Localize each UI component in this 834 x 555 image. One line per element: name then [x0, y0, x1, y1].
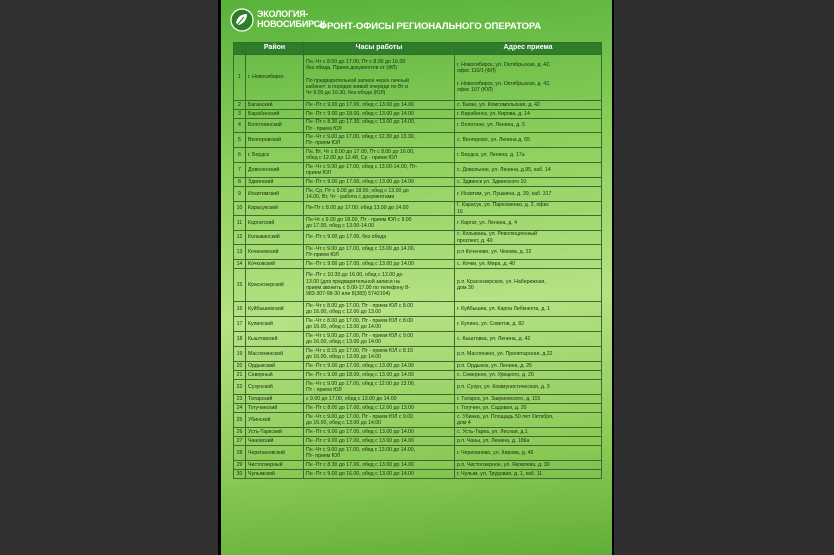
row-number-text: 16 — [236, 305, 243, 312]
row-hours — [304, 110, 455, 119]
row-district — [246, 437, 304, 446]
row-hours-text: Пн -Пт с 10.30 до 16.00, обед с 12.00 до 13.00 (для предварительной записи на прием звонить с 9.00-17.00 по телефону 8- 983-307-98-30 или 8(383) 5742104) — [306, 272, 410, 298]
row-district — [246, 269, 304, 302]
row-address — [455, 428, 602, 437]
row-district — [246, 231, 304, 245]
row-address — [455, 317, 602, 332]
row-district-text: Куйбышевский — [248, 305, 284, 312]
row-district — [246, 362, 304, 371]
row-district-text: Татарский — [248, 395, 273, 402]
row-district-text: Каргатский — [248, 219, 275, 226]
table-row — [234, 302, 602, 317]
table-row — [234, 148, 602, 163]
row-number — [234, 437, 246, 446]
row-hours — [304, 202, 455, 216]
row-district-text: Баганский — [248, 101, 273, 108]
row-hours-text: Пн -Пт с 9.00 до 17.00, обед с 13.00 до 14.00 — [306, 362, 414, 369]
row-district-text: Венгеровский — [248, 136, 281, 143]
row-address-text: р.п. Маслянино, ул. Пролетарская, д.22 — [457, 350, 553, 357]
row-hours — [304, 163, 455, 178]
row-address — [455, 148, 602, 163]
row-number-text: 19 — [236, 350, 243, 357]
row-address — [455, 332, 602, 347]
row-number — [234, 302, 246, 317]
row-district-text: г. Бердск — [248, 151, 270, 158]
row-hours-text: Пн.-Чт с 8.00 до 17.00, Пт с 8.00 до 16.00 без обеда. Прием документов от (ФЛ) По предварительной записи через личный кабинет: в порядке живой очереди по Вт и Чт 9.00 до 16.30, без обеда (ЮЛ) — [306, 58, 409, 97]
table-row — [234, 245, 602, 260]
row-address-text: г. Каргат, ул. Ленина, д. 4 — [457, 219, 518, 226]
row-district — [246, 148, 304, 163]
row-district — [246, 163, 304, 178]
row-number-text: 29 — [236, 461, 243, 468]
row-hours-text: Пн, Вт, Чт с 8.00 до 17.00, Пт с 8.00 до 16.00, обед с 12.00 до 12.48, Ср - прием ЮЛ — [306, 148, 415, 161]
row-number — [234, 413, 246, 428]
row-number — [234, 178, 246, 187]
row-address-text: р.п. Сузун, ул. Коммунистическая, д. 3 — [457, 383, 550, 390]
row-district-text: Доволенский — [248, 166, 280, 173]
table-row — [234, 395, 602, 404]
row-address-text: г. Куйбышев, ул. Карла Либкнехта, д. 1 — [457, 305, 550, 312]
left-background-panel — [0, 0, 218, 555]
row-address — [455, 163, 602, 178]
row-district — [246, 302, 304, 317]
row-number — [234, 395, 246, 404]
row-address — [455, 231, 602, 245]
row-district-text: Искитимский — [248, 190, 279, 197]
table-row — [234, 347, 602, 362]
row-district-text: Здвинский — [248, 178, 274, 185]
row-hours-text: Пн -Чт с 8.15 до 17.00, Пт - прием ЮЛ с 8.15 до 16.00, обед с 13.00 до 14.00 — [306, 347, 414, 360]
table-row — [234, 380, 602, 395]
table-body — [234, 55, 602, 479]
row-number — [234, 317, 246, 332]
row-address — [455, 347, 602, 362]
row-address — [455, 55, 602, 101]
row-number — [234, 202, 246, 216]
row-address-text: р.п. Краснозерское, ул. Набережная, дом 30 — [457, 278, 546, 291]
table-row — [234, 202, 602, 216]
row-number-text: 13 — [236, 248, 243, 255]
row-number — [234, 362, 246, 371]
row-district-text: Болотнинский — [248, 122, 282, 129]
row-hours — [304, 380, 455, 395]
row-district — [246, 332, 304, 347]
row-hours — [304, 371, 455, 380]
row-hours — [304, 119, 455, 133]
row-district-text: Колыванский — [248, 234, 280, 241]
row-address-text: с. Убинка, ул. Площадь 50 лет Октября, дом 4 — [457, 413, 554, 426]
row-address-text: с. Кочки, ул. Мира, д. 40 — [457, 260, 515, 267]
row-district — [246, 55, 304, 101]
row-address — [455, 395, 602, 404]
table-header-row — [234, 43, 602, 55]
row-number-text: 23 — [236, 395, 243, 402]
table-row — [234, 371, 602, 380]
table-row — [234, 55, 602, 101]
row-district — [246, 395, 304, 404]
row-address — [455, 178, 602, 187]
row-number — [234, 55, 246, 101]
row-number — [234, 380, 246, 395]
row-hours-text: Пн -Чт с 8.00 до 17.00, Пт - прием ЮЛ с 8.00 до 16.00, обед с 12.00 до 13.00 — [306, 302, 414, 315]
row-district — [246, 260, 304, 269]
row-number — [234, 371, 246, 380]
row-hours — [304, 133, 455, 148]
row-hours-text: Пн -Пт с 9.00 до 17.00, обед с 13.00 до 14.00 — [306, 437, 414, 444]
row-number — [234, 404, 246, 413]
table-row — [234, 101, 602, 110]
row-district-text: Чулымский — [248, 470, 275, 477]
row-district — [246, 133, 304, 148]
row-district — [246, 380, 304, 395]
row-address — [455, 437, 602, 446]
row-hours-text: Пн -Пт с 8.00 до 17.00, обед с 12.00 до 13.00 — [306, 404, 414, 411]
row-hours — [304, 178, 455, 187]
row-address-text: р.п. Чистоозерное, ул. Яковлева, д. 30 — [457, 461, 550, 468]
row-hours-text: Пн -Чт с 9.00 до 17.00, обед с 13.00-14.00, Пт- прием ЮЛ — [306, 163, 418, 176]
table-row — [234, 260, 602, 269]
row-hours — [304, 413, 455, 428]
row-address-text: г. Татарск, ул. Закриевского, д. 115 — [457, 395, 541, 402]
row-hours — [304, 245, 455, 260]
row-hours-text: Пн -Пт с 9.00 до 18.00, обед с 13.00 до 14.00 — [306, 371, 414, 378]
row-number — [234, 110, 246, 119]
row-address-text: р.п. Ордынск, ул. Ленина, д. 26 — [457, 362, 532, 369]
row-address-text: с. Венгерово, ул. Ленина д. 65 — [457, 136, 530, 143]
table-row — [234, 461, 602, 470]
row-number-text: 12 — [236, 234, 243, 241]
row-hours — [304, 55, 455, 101]
row-hours — [304, 269, 455, 302]
row-address-text: г. Чулым, ул. Трудовая, д. 1, каб. 11 — [457, 470, 543, 477]
logo-text — [257, 9, 325, 29]
row-district — [246, 470, 304, 479]
row-number-text: 20 — [236, 362, 243, 369]
row-district — [246, 178, 304, 187]
row-number-text: 22 — [236, 383, 243, 390]
row-hours-text: Пн -Пт с 9.00 до 17.00, обед с 13.00 до 14.00 — [306, 101, 414, 108]
table-row — [234, 269, 602, 302]
right-background-panel — [614, 0, 834, 555]
table-row — [234, 404, 602, 413]
row-district — [246, 216, 304, 231]
row-number-text: 30 — [236, 470, 243, 477]
row-number-text: 28 — [236, 449, 243, 456]
row-district — [246, 317, 304, 332]
row-hours-text: Пн -Чт с 9.00 до 17.00, обед с 12.30 до 13.30, Пт- прием ЮЛ — [306, 133, 416, 146]
header-hours: Часы работы — [304, 43, 455, 55]
table-row — [234, 178, 602, 187]
row-number-text: 3 — [238, 110, 241, 117]
row-number — [234, 119, 246, 133]
table-row — [234, 216, 602, 231]
row-hours — [304, 332, 455, 347]
row-number — [234, 187, 246, 202]
row-hours — [304, 347, 455, 362]
row-number-text: 26 — [236, 428, 243, 435]
row-district — [246, 413, 304, 428]
row-address-text: с. Довольное, ул. Ленина, д.95, каб. 14 — [457, 166, 551, 173]
row-hours — [304, 446, 455, 461]
row-number-text: 8 — [238, 178, 241, 185]
row-hours — [304, 470, 455, 479]
row-district-text: Кыштовский — [248, 335, 278, 342]
row-district-text: Кочковский — [248, 260, 276, 267]
row-address-text: г. Купино, ул. Советов, д. 82 — [457, 320, 525, 327]
row-address-text: с. Здвинск ул. Здвинского 10 — [457, 178, 527, 185]
row-address — [455, 119, 602, 133]
row-address — [455, 470, 602, 479]
row-number-text: 9 — [238, 190, 241, 197]
row-district-text: Северный — [248, 371, 273, 378]
row-district-text: Барабинский — [248, 110, 280, 117]
row-address-text: с. Баган, ул. Комсомольская, д. 42 — [457, 101, 540, 108]
table-row — [234, 231, 602, 245]
row-district — [246, 446, 304, 461]
row-district — [246, 202, 304, 216]
row-district — [246, 101, 304, 110]
table-row — [234, 163, 602, 178]
row-address-text: с. Колывань, ул. Революционный проспект, д. 40 — [457, 231, 538, 244]
row-address-text: г. Бердск, ул. Ленина, д. 17а — [457, 151, 525, 158]
row-number-text: 17 — [236, 320, 243, 327]
row-hours — [304, 461, 455, 470]
row-number-text: 24 — [236, 404, 243, 411]
row-address — [455, 101, 602, 110]
row-district-text: Тогучинский — [248, 404, 278, 411]
table-row — [234, 133, 602, 148]
header-address: Адрес приема — [455, 43, 602, 55]
row-address-text: с. Кыштовка, ул. Ленина, д. 42 — [457, 335, 531, 342]
row-hours — [304, 362, 455, 371]
row-number — [234, 101, 246, 110]
row-address-text: р.п Коченево, ул. Чехова, д. 22 — [457, 248, 532, 255]
header-district: Район — [246, 43, 304, 55]
table-row — [234, 362, 602, 371]
poster — [221, 0, 612, 555]
row-district-text: Маслянинский — [248, 350, 283, 357]
row-address — [455, 362, 602, 371]
row-district-text: г. Новосибирск — [248, 74, 284, 81]
row-district — [246, 119, 304, 133]
row-hours-text: Пн -Чт с 8.00 до 17.00, Пт - прием ЮЛ с 8.00 до 16.00, обед с 13.00 до 14.00 — [306, 317, 414, 330]
row-hours-text: Пн -Пт с 8.30 до 17.30, обед с 13.00 до 14.00, Пт - прием ЮЛ — [306, 119, 416, 132]
row-district-text: Усть-Таркский — [248, 428, 283, 435]
row-district-text: Убинский — [248, 416, 271, 423]
row-number — [234, 470, 246, 479]
row-number-text: 10 — [236, 205, 243, 212]
row-address — [455, 446, 602, 461]
row-address — [455, 413, 602, 428]
row-hours — [304, 317, 455, 332]
poster-header — [221, 0, 612, 40]
row-address — [455, 302, 602, 317]
row-district-text: Купинский — [248, 320, 273, 327]
row-hours — [304, 428, 455, 437]
table-row — [234, 437, 602, 446]
row-district — [246, 371, 304, 380]
row-district-text: Сузунский — [248, 383, 273, 390]
row-district-text: Чистоозерный — [248, 461, 283, 468]
row-district — [246, 428, 304, 437]
row-hours-text: Пн -Пт с 8.30 до 17.00, обед с 13.00 до 14.00 — [306, 461, 414, 468]
row-address-text: с. Усть-Тарка, ул. Лесная, д.1 — [457, 428, 528, 435]
row-number-text: 6 — [238, 151, 241, 158]
table-row — [234, 446, 602, 461]
row-address — [455, 260, 602, 269]
row-hours — [304, 260, 455, 269]
row-hours — [304, 395, 455, 404]
header-number — [234, 43, 246, 55]
row-number — [234, 269, 246, 302]
row-number-text: 2 — [238, 101, 241, 108]
logo-line-1: ЭКОЛОГИЯ- — [257, 9, 309, 19]
row-district-text: Чановский — [248, 437, 274, 444]
table-row — [234, 332, 602, 347]
row-hours-text: Пн -Чт с 9.00 до 17.00, обед с 12.00 до 13.00, Пт - прием ЮЛ — [306, 380, 416, 393]
table-row — [234, 317, 602, 332]
row-number-text: 27 — [236, 437, 243, 444]
row-address — [455, 380, 602, 395]
row-address — [455, 371, 602, 380]
row-number — [234, 446, 246, 461]
row-address — [455, 404, 602, 413]
row-district-text: Ордынский — [248, 362, 276, 369]
row-district — [246, 187, 304, 202]
row-district-text: Коченевский — [248, 248, 279, 255]
row-district — [246, 110, 304, 119]
row-number — [234, 245, 246, 260]
row-number — [234, 148, 246, 163]
row-address — [455, 245, 602, 260]
row-number-text: 18 — [236, 335, 243, 342]
page-title: ФРОНТ-ОФИСЫ РЕГИОНАЛЬНОГО ОПЕРАТОРА — [319, 21, 542, 32]
row-hours-text: Пн -Пт с 9.00 до 17.00, обед с 13.00 до 14.00 — [306, 178, 414, 185]
row-number — [234, 163, 246, 178]
row-number-text: 4 — [238, 122, 241, 129]
row-number — [234, 216, 246, 231]
row-district-text: Краснозерский — [248, 281, 284, 288]
row-number — [234, 231, 246, 245]
row-address-text: г. Тогучин, ул. Садовая, д. 20 — [457, 404, 527, 411]
logo-line-2: НОВОСИБИРСК — [257, 19, 326, 29]
row-number — [234, 347, 246, 362]
row-hours — [304, 187, 455, 202]
row-address — [455, 461, 602, 470]
row-number — [234, 428, 246, 437]
row-hours — [304, 231, 455, 245]
table-row — [234, 119, 602, 133]
row-hours-text: Пн -Чт с 9.00 до 17.00, Пт - прием ЮЛ с 9.00 до 16.00, обед с 13.00 до 14.00 — [306, 413, 414, 426]
row-district-text: Карасукский — [248, 205, 278, 212]
row-number — [234, 461, 246, 470]
row-hours-text: Пн -Чт с 9.00 до 17.00, обед с 13.00 до 14.00, Пт- прием ЮЛ — [306, 446, 416, 459]
row-district-text: Черепановский — [248, 449, 285, 456]
row-number-text: 21 — [236, 371, 243, 378]
row-address — [455, 202, 602, 216]
row-hours — [304, 404, 455, 413]
row-number — [234, 332, 246, 347]
offices-table — [233, 42, 602, 479]
row-number-text: 7 — [238, 166, 241, 173]
row-address-text: г. Новосибирск, ул. Октябрьская, д. 42, офис 110/1 (ФЛ) г. Новосибирск, ул. Октябрьская, д. 42, офис 107 (ЮЛ) — [457, 61, 551, 93]
row-number — [234, 260, 246, 269]
row-address-text: г. Искитим, ул. Пушкина, д. 39, каб. 317 — [457, 190, 552, 197]
row-address — [455, 133, 602, 148]
row-hours-text: Пн -Чт с 9.00 до 17.00, обед с 13.00 до 14.00, Пт-прием ЮЛ — [306, 245, 416, 258]
row-number-text: 1 — [238, 74, 241, 81]
row-address-text: г. Болотное, ул. Ленина, д. 5 — [457, 122, 525, 129]
table-row — [234, 187, 602, 202]
row-district — [246, 404, 304, 413]
row-number-text: 14 — [236, 260, 243, 267]
row-address-text: р.п. Чаны, ул. Ленина, д. 186а — [457, 437, 530, 444]
row-hours — [304, 216, 455, 231]
row-district — [246, 245, 304, 260]
row-address-text: Г. Карасук, ул. Пархоменко, д. 2, офис 16 — [457, 202, 550, 215]
row-hours-text: Пн, Ср, Пт с 9.00 до 18.00, обед с 13.00 до 14.00, Вт, Чт - работа с документами — [306, 187, 409, 200]
table-row — [234, 470, 602, 479]
row-hours-text: Пн -Пт с 9.00 до 17.00, обед с 13.00 до 14.00 — [306, 260, 414, 267]
table-row — [234, 428, 602, 437]
row-hours-text: Пн -Пт с 9.00 до 18.00, обед с 13.00 до 14.00 — [306, 110, 414, 117]
row-hours — [304, 302, 455, 317]
row-address — [455, 187, 602, 202]
row-number-text: 5 — [238, 136, 241, 143]
row-hours-text: Пн -Пт с 9.00 до 16.00, обед с 13.00 до 14.00 — [306, 470, 414, 477]
row-number-text: 15 — [236, 281, 243, 288]
row-hours — [304, 101, 455, 110]
row-district — [246, 461, 304, 470]
row-hours — [304, 148, 455, 163]
table-row — [234, 110, 602, 119]
row-hours-text: Пн-Чт с 9.00 до 18.00, Пт - прием ЮЛ с 9.00 до 17.00, обед с 13.00-14.00 — [306, 216, 412, 229]
table-row — [234, 413, 602, 428]
row-address — [455, 216, 602, 231]
row-address-text: г. Барабинск, ул. Кирова, д. 14 — [457, 110, 530, 117]
row-district — [246, 347, 304, 362]
row-number-text: 11 — [236, 219, 243, 226]
row-number-text: 25 — [236, 416, 243, 423]
row-hours-text: Пн-Пт с 8.00 до 17.00, обед 13.00 до 14.00 — [306, 205, 409, 212]
row-hours — [304, 437, 455, 446]
row-hours-text: Пн -Пт с 9.00 до 17.00, обед с 13.00 до 14.00 — [306, 428, 414, 435]
row-hours-text: Пн -Пт с 9.00 до 17.00, без обеда — [306, 234, 387, 241]
row-address — [455, 110, 602, 119]
row-address-text: с. Северное, ул. Урицкого, д. 20 — [457, 371, 534, 378]
row-address-text: г. Черепаново, ул. Кирова, д. 46 — [457, 449, 534, 456]
recycle-leaf-icon — [230, 8, 254, 32]
row-hours-text: с 9.00 до 17.00, обед с 13.00 до 14.00 — [306, 395, 397, 402]
row-hours-text: Пн -Чт с 9.00 до 17.00, Пт - прием ЮЛ с 9.00 до 16.00, обед с 13.00 до 14.00 — [306, 332, 414, 345]
row-number — [234, 133, 246, 148]
row-address — [455, 269, 602, 302]
